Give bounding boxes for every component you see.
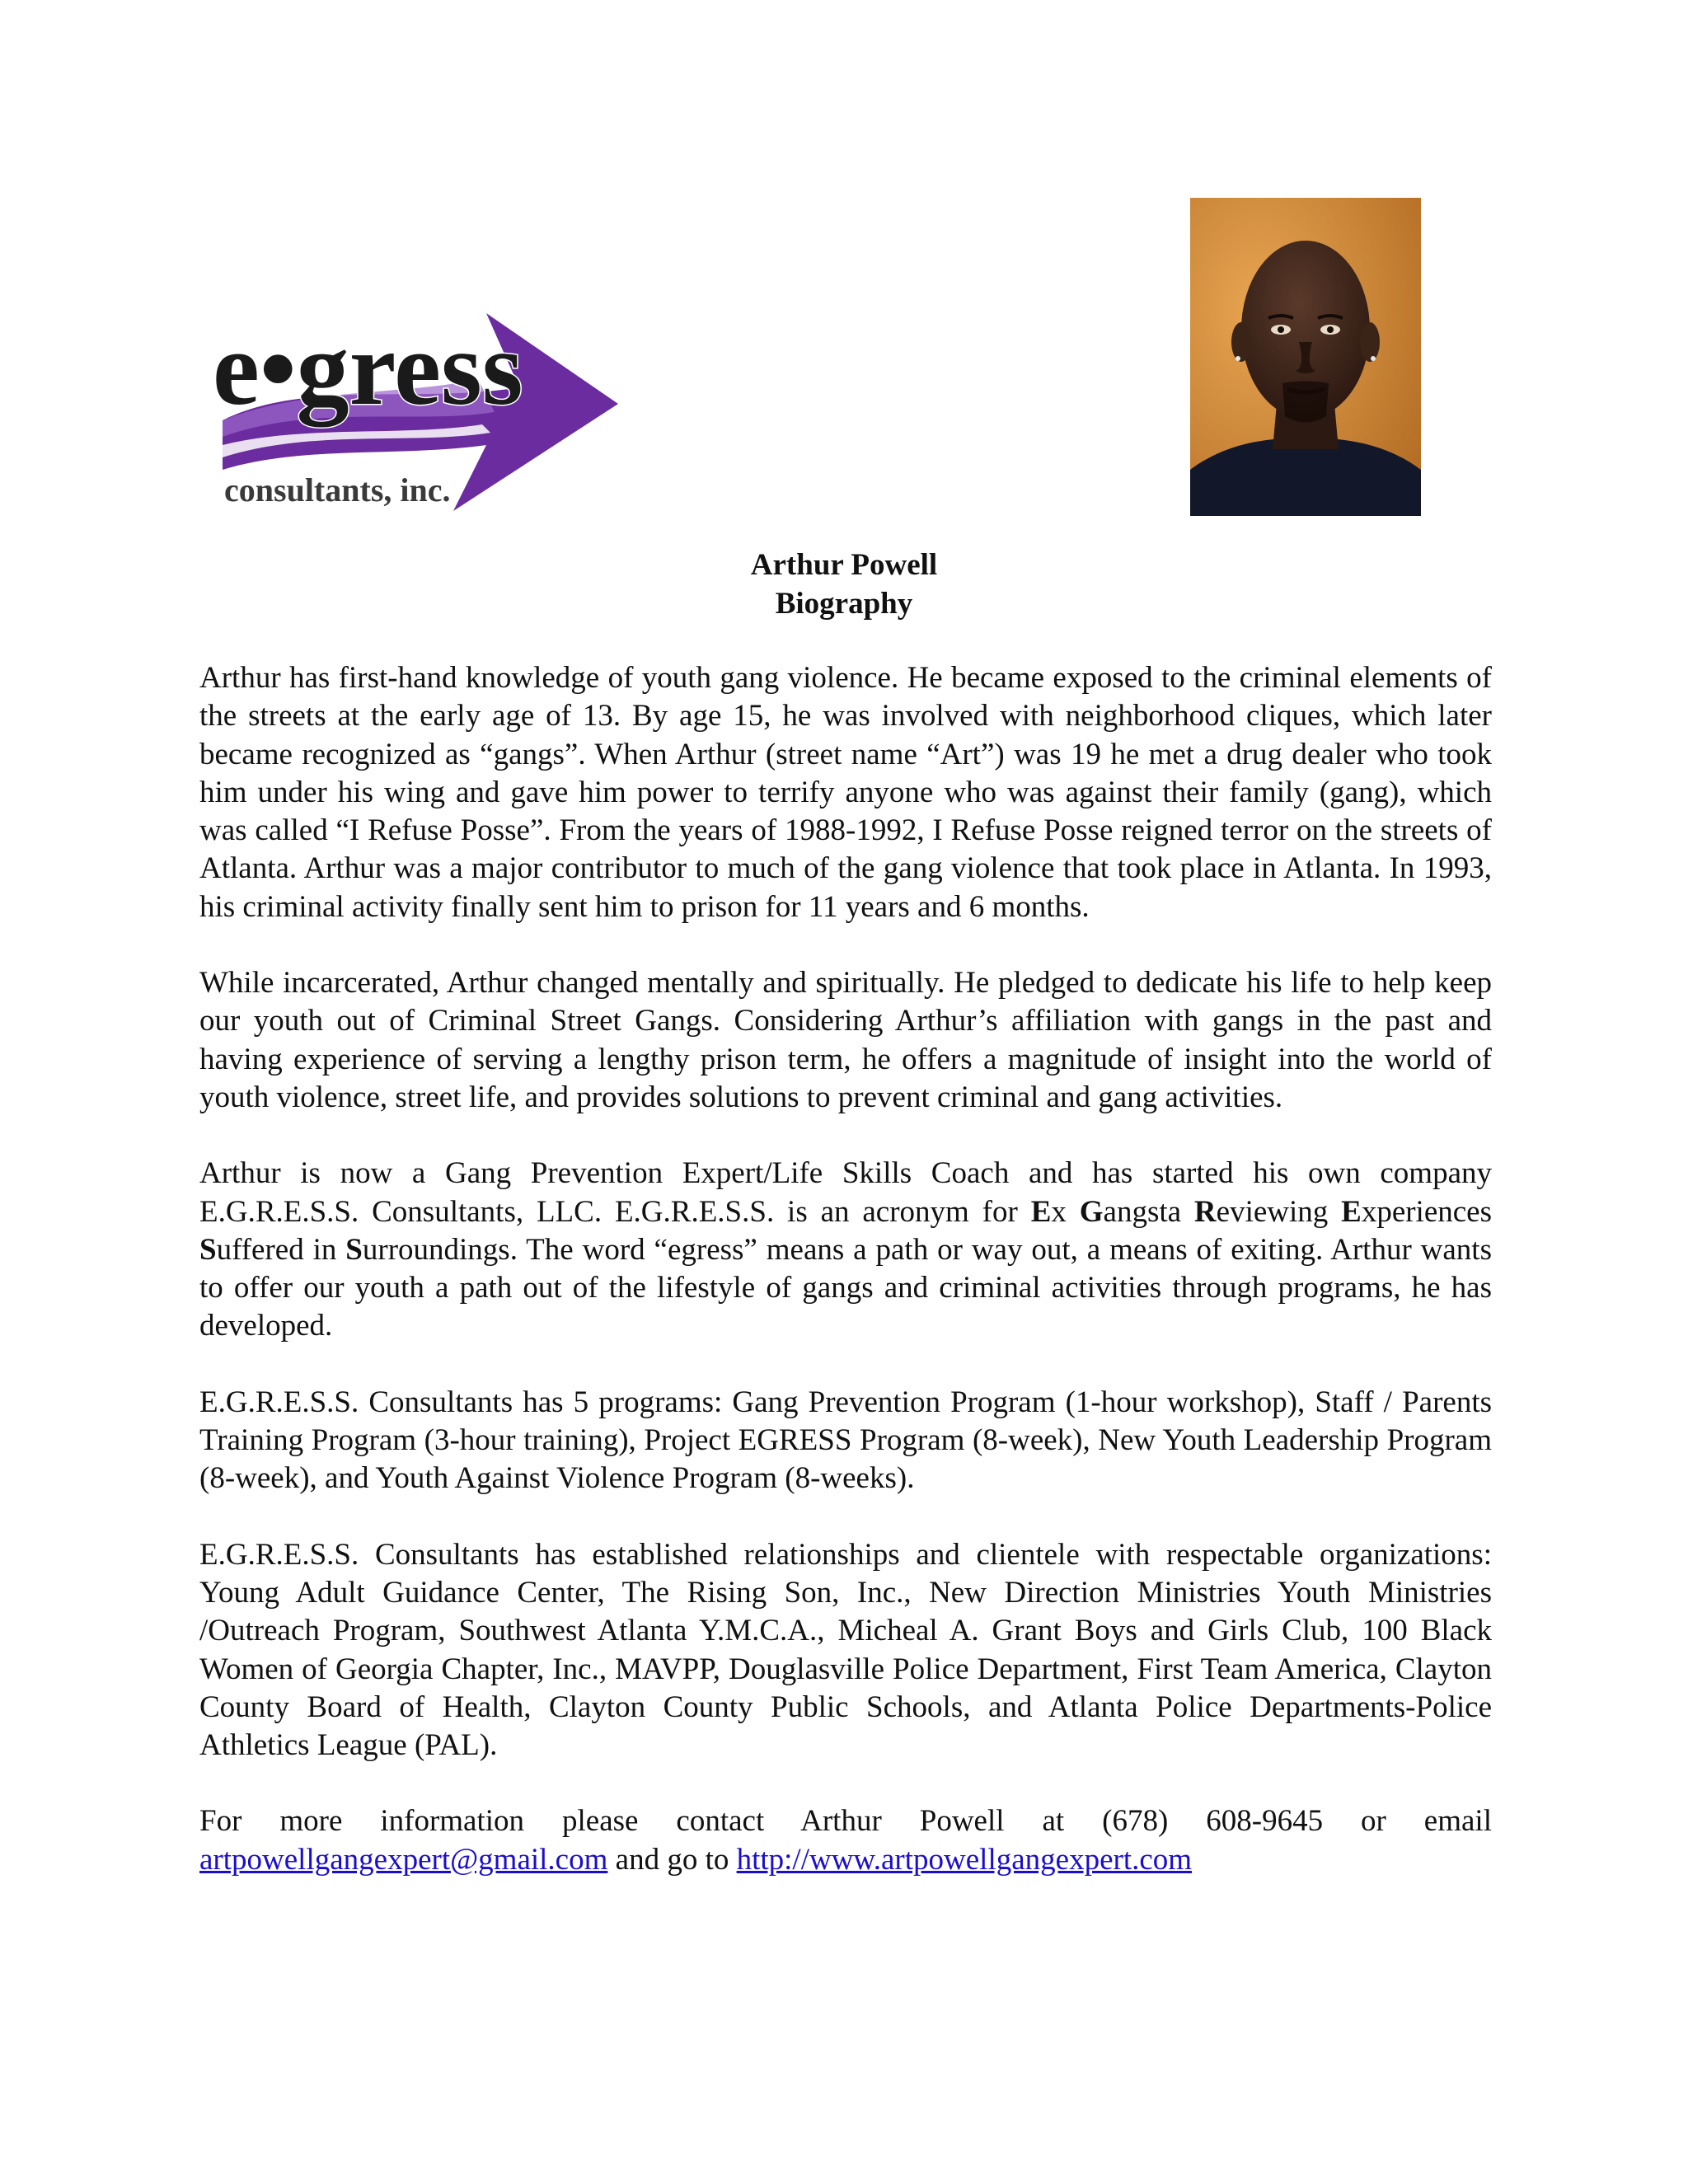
acronym-word: x — [1051, 1194, 1080, 1229]
acronym-letter: S — [199, 1232, 217, 1267]
logo-graphic — [206, 280, 635, 519]
acronym-letter: E — [1030, 1194, 1052, 1229]
paragraph-contact — [199, 1802, 1492, 1879]
company-outro: . The word “egress” means a path or way out, a means of exiting. Arthur wants to offer our youth a path out of the lifestyle of gangs and criminal activities through programs, he has developed. — [199, 1232, 1492, 1343]
acronym-letter: G — [1079, 1194, 1104, 1229]
company-intro: Arthur is now a Gang Prevention Expert/Life Skills Coach and has started his own company E.G.R.E.S.S. Consultants, LLC. E.G.R.E.S.S. is an acronym for — [199, 1156, 1492, 1229]
acronym-word: angsta — [1103, 1194, 1194, 1229]
egress-logo — [206, 280, 635, 519]
website-link[interactable]: http://www.artpowellgangexpert.com — [736, 1842, 1193, 1877]
biography-body — [199, 659, 1492, 1917]
acronym-word: uffered in — [216, 1232, 346, 1267]
document-subtitle: Biography — [775, 587, 913, 621]
acronym-word: xperiences — [1361, 1194, 1493, 1229]
paragraph-company — [199, 1155, 1492, 1345]
paragraph-clientele: E.G.R.E.S.S. Consultants has established relationships and clientele with respectable organizations: Young Adult Guidance Center, The Rising Son, Inc., New Direction Ministries Youth Ministries /Outreach Program, Southwest Atlanta Y.M.C.A., Micheal A. Grant Boys and Girls Club, 100 Black Women of Georgia Chapter, Inc., MAVPP, Douglasville Police Department, First Team America, Clayton County Board of Health, Clayton County Public Schools, and Atlanta Police Departments-Police Athletics League (PAL). — [199, 1537, 1492, 1763]
paragraph-incarceration: While incarcerated, Arthur changed mentally and spiritually. He pledged to dedicate his life to help keep our youth out of Criminal Street Gangs. Considering Arthur’s affiliation with gangs in the past and having experience of serving a lengthy prison term, he offers a magnitude of insight into the world of youth violence, street life, and provides solutions to prevent criminal and gang activities. — [199, 966, 1492, 1114]
contact-prefix: For more information please contact Arthur Powell at (678) 608-9645 or email — [199, 1804, 1492, 1839]
person-name: Arthur Powell — [750, 548, 938, 582]
portrait-icon — [1190, 198, 1421, 516]
paragraph-programs: E.G.R.E.S.S. Consultants has 5 programs: Gang Prevention Program (1-hour workshop), Staff / Parents Training Program (3-hour training), Project EGRESS Program (8-week), New Youth Leadership Program (8-week), and Youth Against Violence Program (8-weeks). — [199, 1385, 1492, 1496]
acronym-letter: E — [1341, 1194, 1362, 1229]
acronym-letter: R — [1193, 1194, 1217, 1229]
acronym-letter: S — [345, 1232, 363, 1267]
title-block — [0, 546, 1688, 623]
logo-tagline: consultants, inc. — [224, 471, 451, 509]
email-link[interactable]: artpowellgangexpert@gmail.com — [199, 1842, 608, 1877]
acronym-word: eviewing — [1216, 1194, 1342, 1229]
acronym-word: urroundings — [362, 1232, 510, 1267]
portrait-photo — [1190, 198, 1421, 516]
logo-brand-text: e•gress — [213, 310, 523, 427]
contact-middle: and go to — [607, 1842, 737, 1877]
paragraph-early-life: Arthur has first-hand knowledge of youth gang violence. He became exposed to the criminal elements of the streets at the early age of 13. By age 15, he was involved with neighborhood cliques, which later became recognized as “gangs”. When Arthur (street name “Art”) was 19 he met a drug dealer who took him under his wing and gave him power to terrify anyone who was against their family (gang), which was called “I Refuse Posse”. From the years of 1988-1992, I Refuse Posse reigned terror on the streets of Atlanta. Arthur was a major contributor to much of the gang violence that took place in Atlanta. In 1993, his criminal activity finally sent him to prison for 11 years and 6 months. — [199, 661, 1492, 924]
